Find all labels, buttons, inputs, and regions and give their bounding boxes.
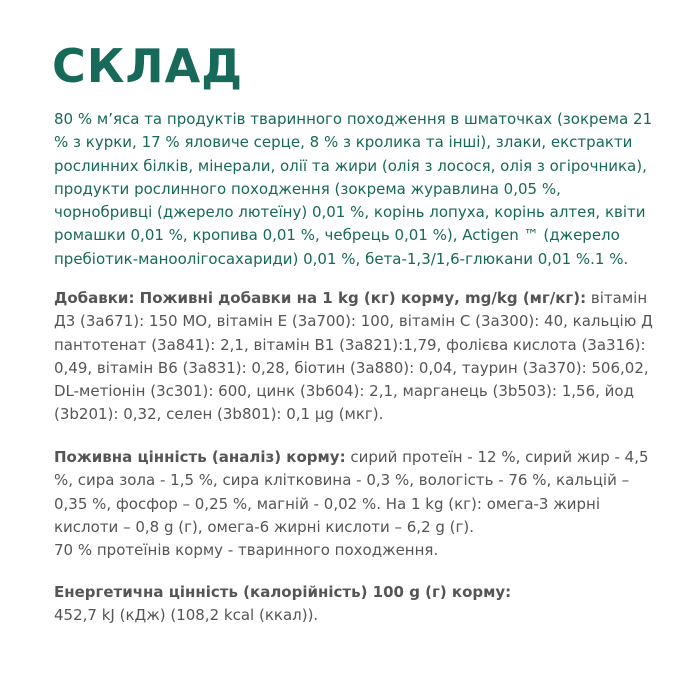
nutrition-text: сирий протеїн - 12 %, сирий жир - 4,5 %, сира зола - 1,5 %, сира клітковина - 0,3 %, вологість - 76 %, кальцій – 0,35 %, фосфор – 0,25 %, магній - 0,02 %. На 1 kg (кг): омега-3 жирні кислоти – 0,8 g (г), омега-6 жирні кислоти – 6,2 g (г). [54, 448, 649, 536]
additives-label: Добавки: Поживні добавки на 1 kg (кг) корму, mg/kg (мг/кг): [54, 289, 587, 307]
additives-text: вітамін Д3 (3a671): 150 МО, вітамін Е (3a700): 100, вітамін С (3a300): 40, кальцію Д пантотенат (3a841): 2,1, вітамін В1 (3a821):1,79, фолієва кислота (3a316): 0,49, вітамін В6 (3a831): 0,28, біотин (3a880): 0,04, таурин (3a370): 506,02, DL-метіонін (3c301): 600, цинк (3b604): 2,1, марганець (3b503): 1,56, йод (3b201): 0,32, селен (3b801): 0,1 µg (мкг). [54, 289, 653, 424]
additives-section [54, 287, 654, 427]
nutrition-note: 70 % протеїнів корму - тваринного походження. [54, 541, 439, 560]
energy-section [54, 581, 654, 628]
energy-label: Енергетична цінність (калорійність) 100 g (г) корму: [54, 583, 512, 601]
nutrition-section [54, 446, 654, 562]
energy-text: 452,7 kJ (кДж) (108,2 kcal (ккал)). [54, 606, 319, 625]
nutrition-label: Поживна цінність (аналіз) корму: [54, 448, 346, 466]
composition-text: 80 % м’яса та продуктів тваринного походження в шматочках (зокрема 21 % з курки, 17 % яловиче серце, 8 % з кролика та інші), злаки, екстракти рослинних білків, мінерали, олії та жири (олія з лосося, олія з огірочника), продукти рослинного походження (зокрема журавлина 0,05 %, чорнобривці (джерело лютеїну) 0,01 %, корінь лопуха, корінь алтея, квіти ромашки 0,01 %, кропива 0,01 %, чебрець 0,01 %), Actigen ™ (джерело пребіотик-маноолігосахариди) 0,01 %, бета-1,3/1,6-глюкани 0,01 %.1 %. [54, 110, 653, 268]
page-title: СКЛАД [52, 39, 244, 93]
